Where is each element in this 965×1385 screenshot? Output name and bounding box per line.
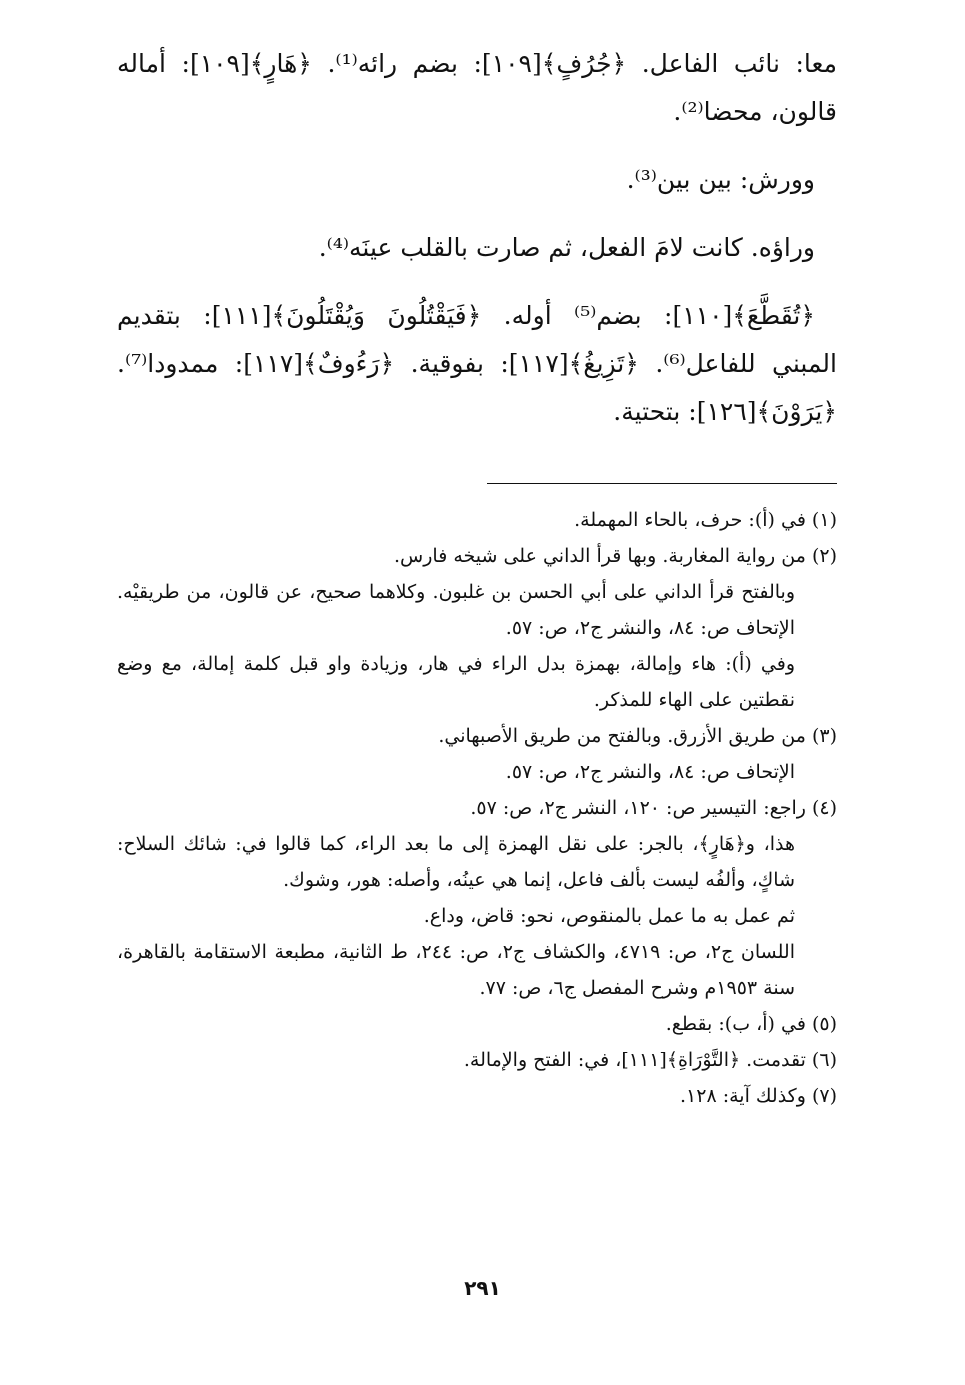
page-number: ٢٩١ (464, 1276, 501, 1300)
footnote-2-continuation: وفي (أ): هاء وإمالة، بهمزة بدل الراء في هار، وزيادة واو قبل كلمة إمالة، مع وضع نقطتين على الهاء للمذكر. (117, 653, 795, 711)
footnote-2: (٢) من رواية المغاربة. وبها قرأ الداني على شيخه فارس. (394, 545, 837, 567)
main-paragraph-3: وراؤه. كانت لامَ الفعل، ثم صارت بالقلب عينَه⁽⁴⁾. (318, 233, 815, 262)
footnote-divider (487, 483, 837, 484)
footnote-3: (٣) من طريق الأزرق. وبالفتح من طريق الأصبهاني. (438, 725, 837, 747)
main-text (117, 40, 837, 436)
footnote-1: (١) في (أ): حرف، بالحاء المهملة. (574, 509, 837, 531)
footnote-4-continuation: هذا، و﴿هَارٍ﴾، بالجر: على نقل الهمزة إلى ما بعد الراء، كما قالوا في: شائك السلاح: شاكٍ، وألفُه ليست بألف فاعل، إنما هي عينُه، وأصله: هور، وشوك. (117, 833, 795, 891)
footnote-5: (٥) في (أ، ب): بقطع. (665, 1013, 837, 1035)
main-paragraph-1: معا: نائب الفاعل. ﴿جُرُفٍ﴾[١٠٩]: بضم رائه⁽¹⁾. ﴿هَارٍ﴾[١٠٩]: أماله قالون، محضا⁽²⁾. (117, 49, 837, 126)
footnote-2-continuation: وبالفتح قرأ الداني على أبي الحسن بن غلبون. وكلاهما صحيح، عن قالون، من طريقيْه. الإتحاف ص: ٨٤، والنشر ج٢، ص: ٥٧. (117, 581, 795, 639)
footnote-6: (٦) تقدمت. ﴿التَّوْرَاةِ﴾[١١١]، في: الفتح والإمالة. (463, 1049, 837, 1071)
footnote-3-continuation: الإتحاف ص: ٨٤، والنشر ج٢، ص: ٥٧. (505, 761, 795, 783)
main-paragraph-4: ﴿تُقَطَّعَ﴾[١١٠]: بضم⁽⁵⁾ أوله. ﴿فَيَقْتُلُونَ وَيُقْتَلُونَ﴾[١١١]: بتقديم المبني للفاعل⁽⁶⁾. ﴿تَزِيغُ﴾[١١٧]: بفوقية. ﴿رَءُوفٌ﴾[١١٧]: ممدودا⁽⁷⁾. ﴿يَرَوْنَ﴾[١٢٦]: بتحتية. (117, 301, 837, 426)
footnote-7: (٧) وكذلك آية: ١٢٨. (680, 1085, 837, 1107)
main-paragraph-2: وورش: بين بين⁽³⁾. (626, 165, 815, 194)
footnote-4-continuation: ثم عمل به ما عمل بالمنقوص، نحو: قاض، وداع. (423, 905, 795, 927)
footnotes (117, 502, 837, 1114)
footnote-4-continuation: اللسان ج٢، ص: ٤٧١٩، والكشاف ج٢، ص: ٢٤٤، ط الثانية، مطبعة الاستقامة بالقاهرة، سنة ١٩٥٣م وشرح المفصل ج٦، ص: ٧٧. (117, 941, 795, 999)
footnote-4: (٤) راجع: التيسير ص: ١٢٠، النشر ج٢، ص: ٥٧. (470, 797, 837, 819)
